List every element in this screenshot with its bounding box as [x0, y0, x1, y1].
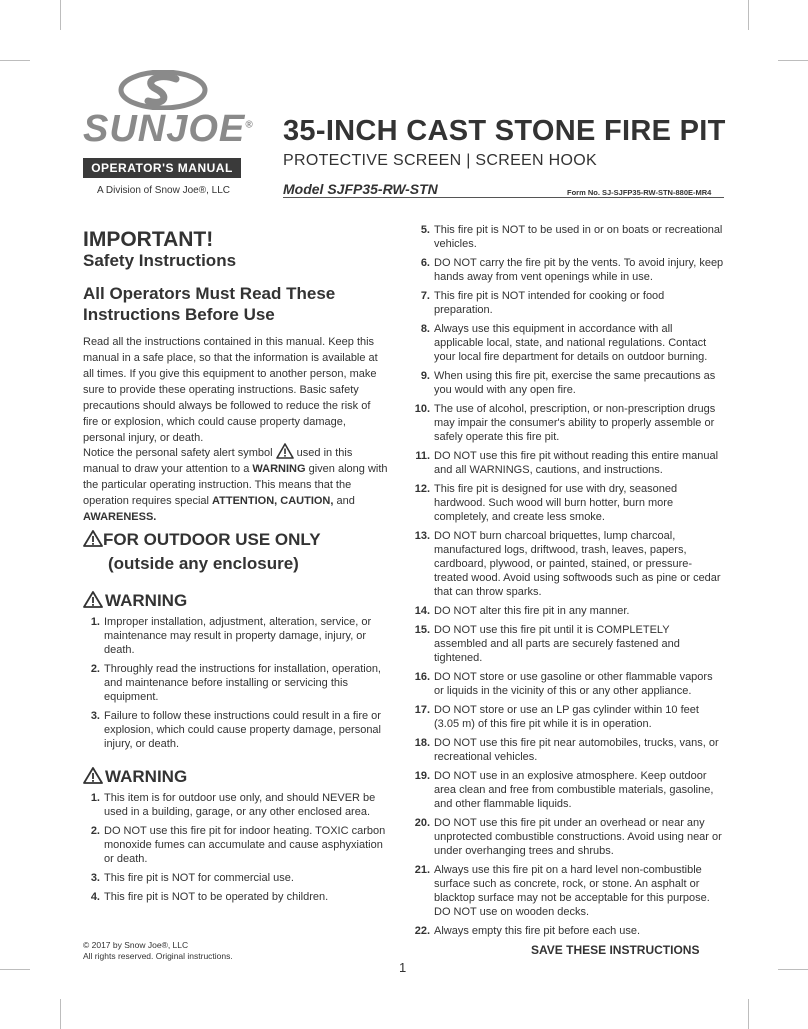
all-operators-heading: All Operators Must Read These Instructions Before Use — [83, 284, 336, 324]
list-item: 2. DO NOT use this fire pit for indoor heating. TOXIC carbon monoxide fumes can accumulate and cause asphyxiation or death. — [90, 825, 386, 865]
list-item: 7. This fire pit is NOT intended for cooking or food preparation. — [420, 290, 665, 316]
safety-heading: Safety Instructions — [83, 251, 237, 270]
crop-mark — [60, 999, 61, 1029]
list-item: 13. DO NOT burn charcoal briquettes, lump charcoal, manufactured logs, driftwood, trash, leaves, papers, cardboard, plywood, or painted, stained, or pressure-treated wood. Avoid using softwoods such as pine or cedar that can throw sparks. — [414, 530, 721, 598]
list-item: 5. This fire pit is NOT to be used in or on boats or recreational vehicles. — [420, 224, 723, 250]
list-item: 16. DO NOT store or use gasoline or other flammable vapors or liquids in the vicinity of this or any other appliance. — [414, 671, 713, 697]
list-item: 6. DO NOT carry the fire pit by the vents. To avoid injury, keep hands away from vent openings while in use. — [420, 257, 724, 283]
list-item: 10. The use of alcohol, prescription, or non-prescription drugs may impair the consumer's ability to properly assemble or safely operate this fire pit. — [414, 403, 716, 443]
list-item: 19. DO NOT use in an explosive atmosphere. Keep outdoor area clean and free from combustible materials, gasoline, and other flammable liquids. — [414, 770, 714, 810]
page-subtitle: PROTECTIVE SCREEN | SCREEN HOOK — [283, 152, 597, 169]
list-item: 4. This fire pit is NOT to be operated by children. — [90, 891, 329, 903]
list-item: 9. When using this fire pit, exercise the same precautions as you would with any open fire. — [420, 370, 716, 396]
outdoor-use-subheading: (outside any enclosure) — [108, 554, 299, 573]
crop-mark — [778, 969, 808, 970]
crop-mark — [0, 60, 30, 61]
list-item: 1. This item is for outdoor use only, and should NEVER be used in a building, garage, or any other enclosed area. — [90, 792, 376, 818]
division-text: A Division of Snow Joe®, LLC — [97, 185, 230, 196]
outdoor-use-heading: FOR OUTDOOR USE ONLY (outside any enclosure) — [83, 528, 321, 576]
crop-mark — [778, 60, 808, 61]
list-item: 18. DO NOT use this fire pit near automobiles, trucks, vans, or recreational vehicles. — [414, 737, 719, 763]
crop-mark — [60, 0, 61, 30]
operators-manual-label: OPERATOR'S MANUAL — [83, 158, 241, 178]
model-number: Model SJFP35-RW-STN — [283, 181, 438, 197]
warning-list — [83, 791, 389, 909]
copyright-notice: © 2017 by Snow Joe®, LLC All rights reserved. Original instructions. — [83, 940, 233, 961]
warning-heading: WARNING — [83, 591, 187, 611]
list-item: 21. Always use this fire pit on a hard level non-combustible surface such as concrete, rock, or stone. An asphalt or blacktop surface may not be acceptable for this purpose. DO NOT use on wooden decks. — [414, 864, 710, 918]
list-item: 15. DO NOT use this fire pit until it is COMPLETELY assembled and all parts are securely fastened and tightened. — [414, 624, 680, 664]
warning-list — [83, 615, 389, 756]
crop-mark — [748, 999, 749, 1029]
notice-paragraph: Notice the personal safety alert symbol used in this manual to draw your attention to a WARNING given along with the particular operating instruction. This means that the operation requires special ATTENTION, CAUTION, and AWARENESS. — [83, 443, 388, 525]
sunjoe-logo-icon — [118, 70, 208, 110]
intro-paragraph: Read all the instructions contained in this manual. Keep this manual in a safe place, so that the information is available at all times. If you give this equipment to another person, make sure to provide these operating instructions. Basic safety precautions should always be followed to reduce the risk of fire or explosion, which could cause property damage, personal injury, or death. — [83, 336, 378, 444]
list-item: 3. This fire pit is NOT for commercial use. — [90, 872, 294, 884]
save-instructions-label: SAVE THESE INSTRUCTIONS — [531, 943, 700, 957]
important-heading: IMPORTANT! — [83, 228, 214, 251]
safety-alert-icon — [83, 530, 103, 547]
safety-alert-icon — [83, 591, 103, 608]
crop-mark — [748, 0, 749, 30]
page-title: 35-INCH CAST STONE FIRE PIT — [283, 115, 726, 147]
crop-mark — [0, 969, 30, 970]
safety-alert-icon — [83, 767, 103, 784]
list-item: 2. Throughly read the instructions for installation, operation, and maintenance before installing or servicing this equipment. — [90, 663, 381, 703]
form-number: Form No. SJ-SJFP35-RW-STN-880E-MR4 — [567, 188, 712, 197]
list-item: 1. Improper installation, adjustment, alteration, service, or maintenance may result in property damage, injury, or death. — [90, 616, 372, 656]
list-item: 22. Always empty this fire pit before each use. — [414, 925, 641, 937]
list-item: 8. Always use this equipment in accordance with all applicable local, state, and national regulations. Contact your local fire department for details on outdoor burning. — [420, 323, 708, 363]
safety-rules-list — [412, 223, 724, 943]
list-item: 17. DO NOT store or use an LP gas cylinder within 10 feet (3.05 m) of this fire pit while it is in operation. — [414, 704, 699, 730]
warning-heading: WARNING — [83, 767, 187, 787]
brand-name: SUNJOE® — [83, 108, 254, 150]
page-number: 1 — [399, 960, 407, 975]
list-item: 12. This fire pit is designed for use with dry, seasoned hardwood. Such wood will burn hotter, burn more completely, and create less smoke. — [414, 483, 678, 523]
list-item: 11. DO NOT use this fire pit without reading this entire manual and all WARNINGS, cautions, and instructions. — [415, 450, 719, 476]
list-item: 20. DO NOT use this fire pit under an overhead or near any unprotected combustible constructions. Avoid using near or under overhanging trees and shrubs. — [414, 817, 722, 857]
list-item: 3. Failure to follow these instructions could result in a fire or explosion, which could cause property damage, personal injury, or death. — [90, 710, 381, 750]
list-item: 14. DO NOT alter this fire pit in any manner. — [414, 605, 630, 617]
safety-alert-icon — [276, 443, 294, 459]
title-divider — [283, 197, 724, 198]
